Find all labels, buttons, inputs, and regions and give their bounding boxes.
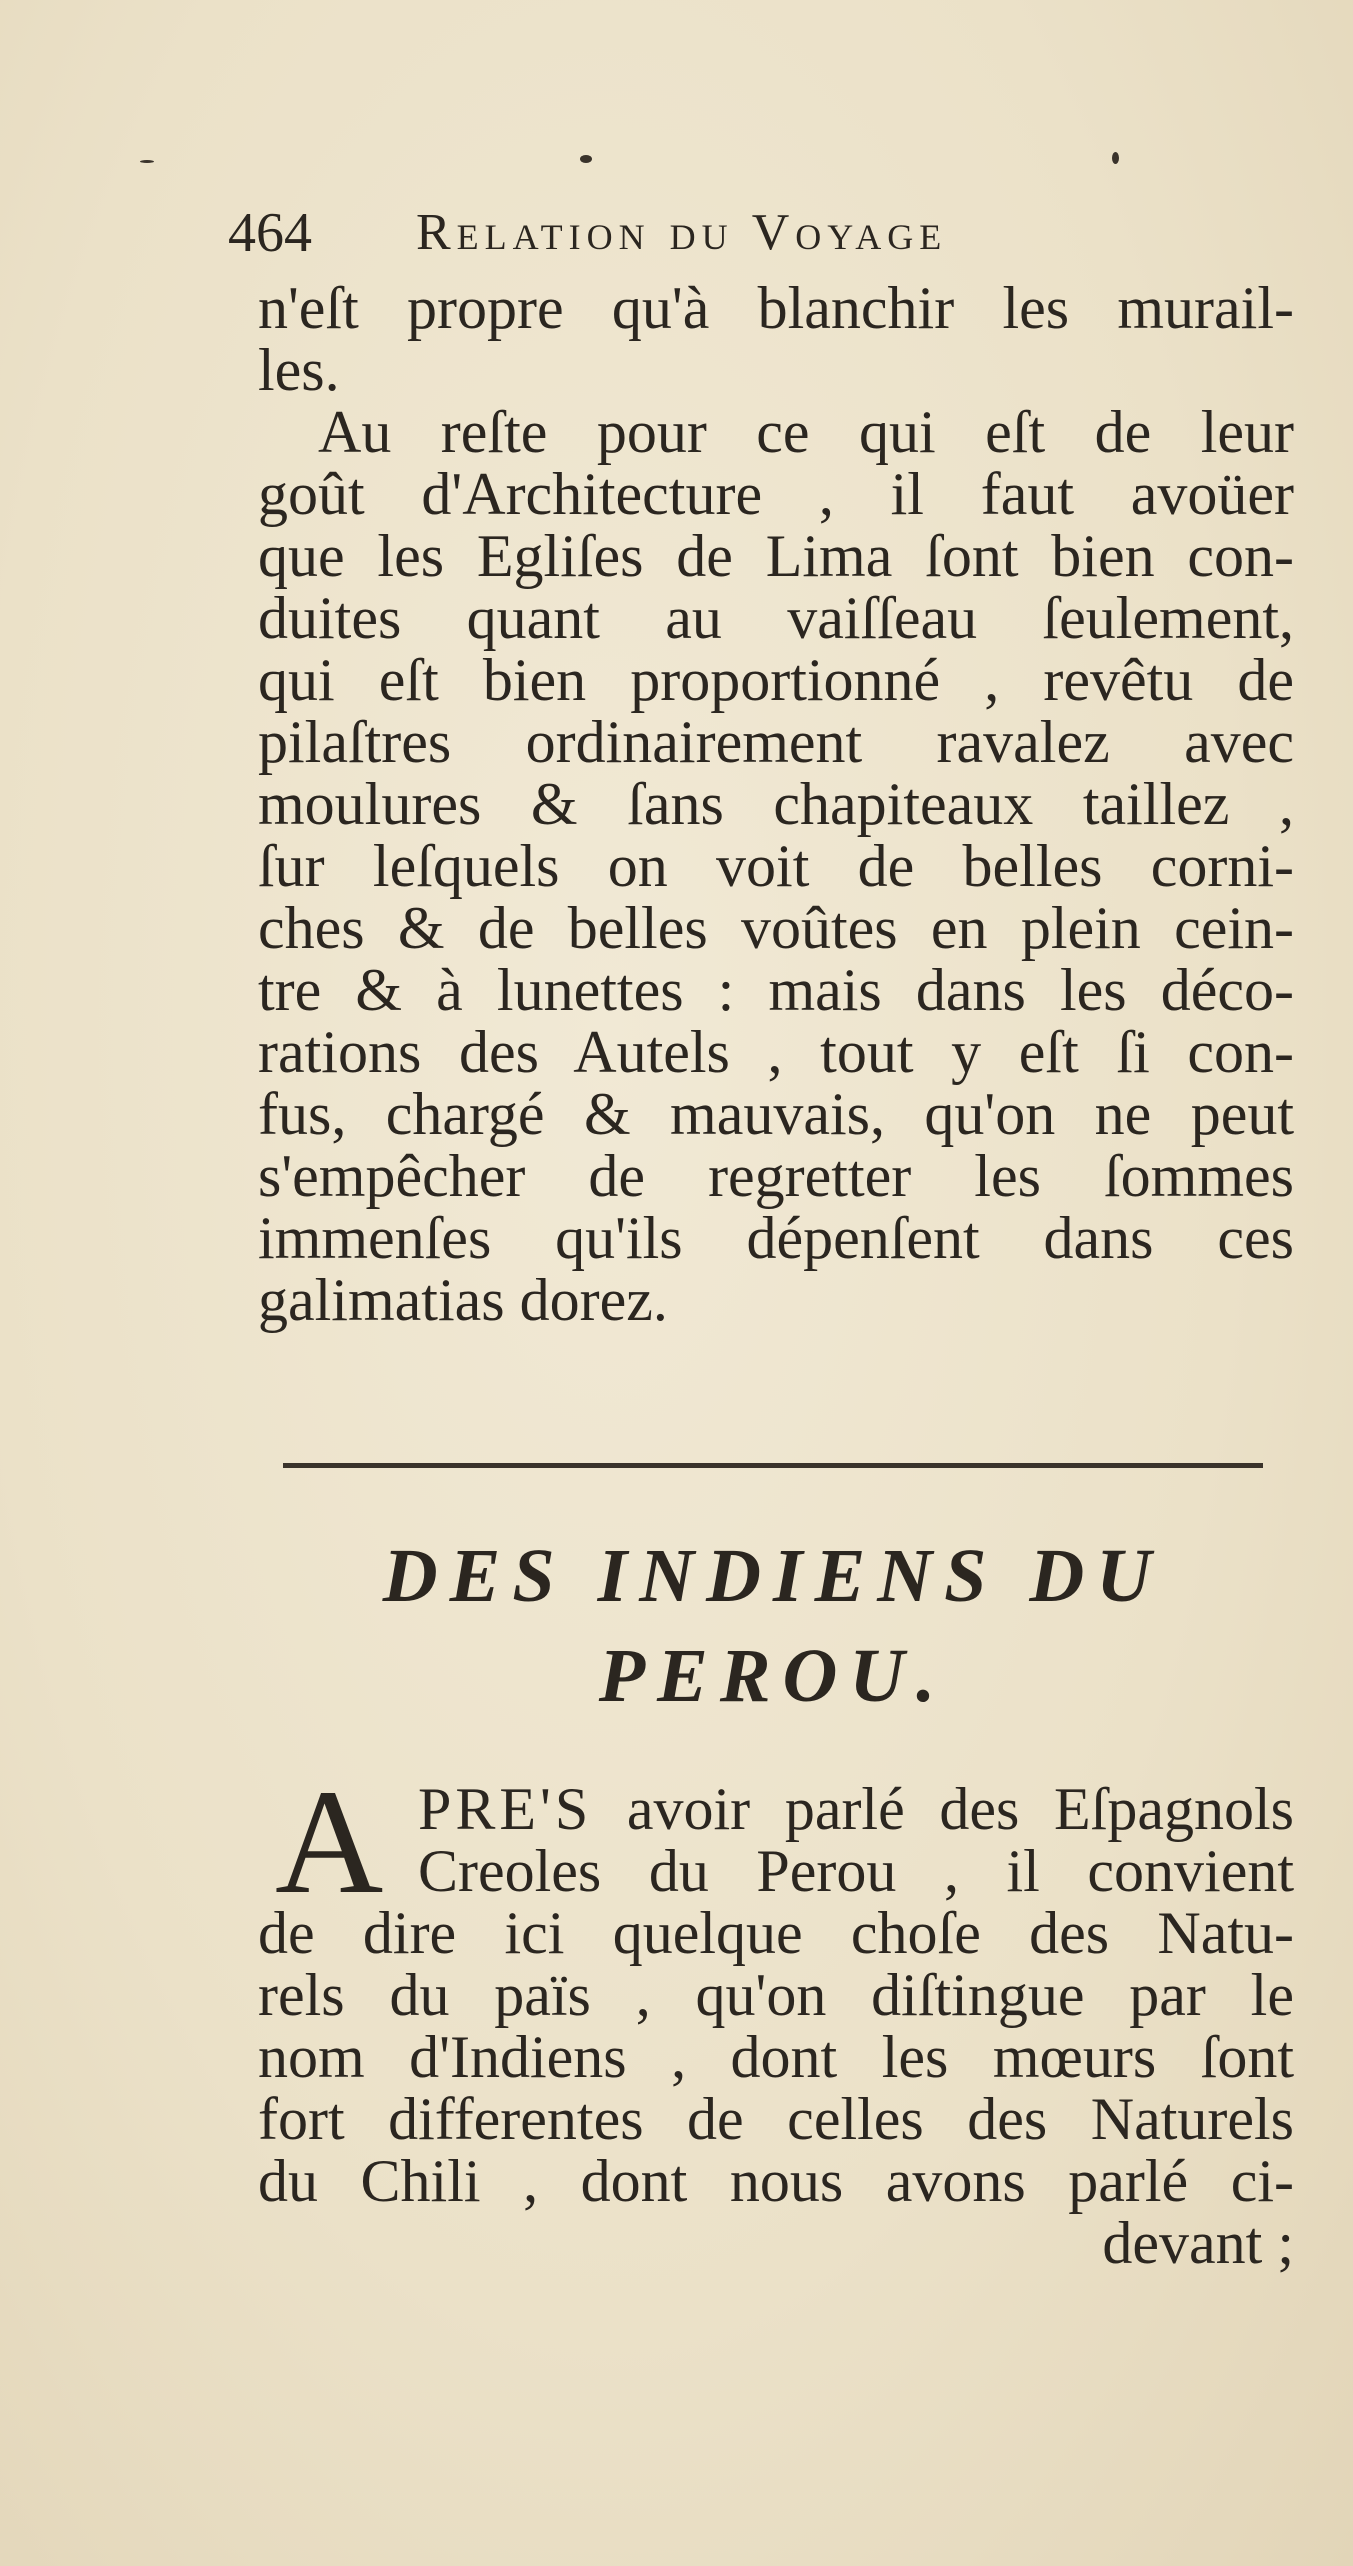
text-line: que les Egliſes de Lima ſont bien con- [258, 523, 1294, 589]
text-line: de dire ici quelque choſe des Natu- [258, 1900, 1294, 1966]
paragraph-continuation [258, 277, 1294, 401]
drop-cap: A [275, 1759, 384, 1925]
text-line: Creoles du Perou , il convient [418, 1838, 1294, 1904]
text-line: fort differentes de celles des Naturels [258, 2086, 1294, 2152]
text-line: ches & de belles voûtes en plein cein- [258, 895, 1294, 961]
section-title-line-1: DES INDIENS DU [382, 1534, 1164, 1618]
section-divider [283, 1463, 1263, 1468]
page-number: 464 [228, 202, 312, 264]
text-line-first [258, 1778, 1294, 1840]
text-line: rels du païs , qu'on diſtingue par le [258, 1962, 1294, 2028]
first-line-rest: avoir parlé des Eſpagnols [626, 1776, 1294, 1842]
text-line: moulures & ſans chapiteaux taillez , [258, 771, 1294, 837]
text-line: galimatias dorez. [258, 1267, 668, 1333]
ink-speck [580, 155, 592, 163]
text-line: qui eſt bien proportionné , revêtu de [258, 647, 1294, 713]
text-line: tre & à lunettes : mais dans les déco- [258, 957, 1294, 1023]
text-line: fus, chargé & mauvais, qu'on ne peut [258, 1081, 1294, 1147]
catchword: devant ; [1102, 2210, 1294, 2276]
text-line: ſur leſquels on voit de belles corni- [258, 833, 1294, 899]
text-line: Au reſte pour ce qui eſt de leur [318, 399, 1294, 465]
text-line: rations des Autels , tout y eſt ſi con- [258, 1019, 1294, 1085]
text-line: du Chili , dont nous avons parlé ci- [258, 2148, 1294, 2214]
text-line: les. [258, 337, 340, 403]
first-word: PRE'S [418, 1776, 593, 1842]
text-line: pilaſtres ordinairement ravalez avec [258, 709, 1294, 775]
paragraph-architecture [258, 401, 1294, 1331]
section-title-line-2: PEROU. [598, 1634, 948, 1718]
text-line: goût d'Architecture , il faut avoüer [258, 461, 1294, 527]
text-line: duites quant au vaiſſeau ſeulement, [258, 585, 1294, 651]
page-header [228, 198, 1228, 268]
text-line: immenſes qu'ils dépenſent dans ces [258, 1205, 1294, 1271]
text-line: n'eſt propre qu'à blanchir les murail- [258, 275, 1294, 341]
text-line: s'empêcher de regretter les ſommes [258, 1143, 1294, 1209]
paragraph-indians [258, 1778, 1294, 2274]
text-line: nom d'Indiens , dont les mœurs ſont [258, 2024, 1294, 2090]
ink-speck [140, 160, 154, 163]
running-head: Relation du Voyage [416, 204, 948, 261]
ink-speck [1112, 152, 1119, 164]
